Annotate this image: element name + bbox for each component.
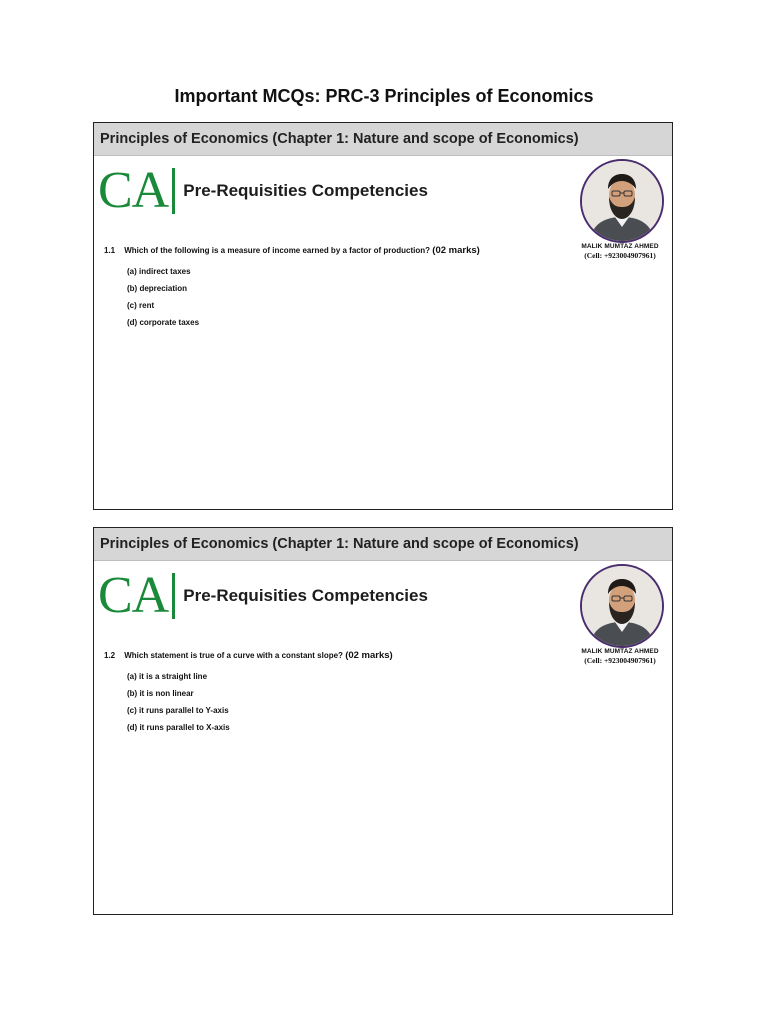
instructor-name: MALIK MUMTAZ AHMED [581, 243, 659, 250]
slide-header: Principles of Economics (Chapter 1: Nature and scope of Economics) [94, 123, 672, 156]
brand-logo [98, 567, 428, 624]
instructor-phone: (Cell: +923004907961) [584, 251, 656, 260]
option-c: (c) it runs parallel to Y-axis [127, 706, 229, 715]
option-a: (a) indirect taxes [127, 267, 191, 276]
question-marks: (02 marks) [345, 650, 393, 661]
answer-options [127, 668, 230, 736]
document-title: Important MCQs: PRC-3 Principles of Economics [174, 86, 594, 106]
option-d: (d) it runs parallel to X-axis [127, 723, 230, 732]
answer-options [127, 263, 199, 331]
question-text: Which of the following is a measure of income earned by a factor of production? [124, 246, 431, 255]
slide-1 [93, 122, 673, 510]
question-number: 1.2 [104, 651, 116, 660]
brand-logo-mark: CA [98, 162, 169, 219]
question-text: Which statement is true of a curve with a constant slope? [124, 651, 343, 660]
option-b: (b) depreciation [127, 284, 188, 293]
brand-logo-mark: CA [98, 567, 169, 624]
question [104, 650, 393, 661]
question-number: 1.1 [104, 246, 116, 255]
brand-title: Pre-Requisities Competencies [183, 586, 428, 605]
option-c: (c) rent [127, 301, 155, 310]
instructor-name: MALIK MUMTAZ AHMED [581, 648, 659, 655]
instructor-photo-icon [580, 564, 664, 648]
option-b: (b) it is non linear [127, 689, 194, 698]
question-marks: (02 marks) [432, 245, 480, 256]
instructor-photo-icon [580, 159, 664, 243]
question [104, 245, 480, 256]
brand-divider [172, 168, 175, 214]
brand-title: Pre-Requisities Competencies [183, 181, 428, 200]
brand-logo [98, 162, 428, 219]
instructor-info [572, 648, 668, 665]
instructor-phone: (Cell: +923004907961) [584, 656, 656, 665]
slide-header: Principles of Economics (Chapter 1: Nature and scope of Economics) [94, 528, 672, 561]
option-a: (a) it is a straight line [127, 672, 208, 681]
instructor-info [572, 243, 668, 260]
slide-2 [93, 527, 673, 915]
brand-divider [172, 573, 175, 619]
option-d: (d) corporate taxes [127, 318, 200, 327]
